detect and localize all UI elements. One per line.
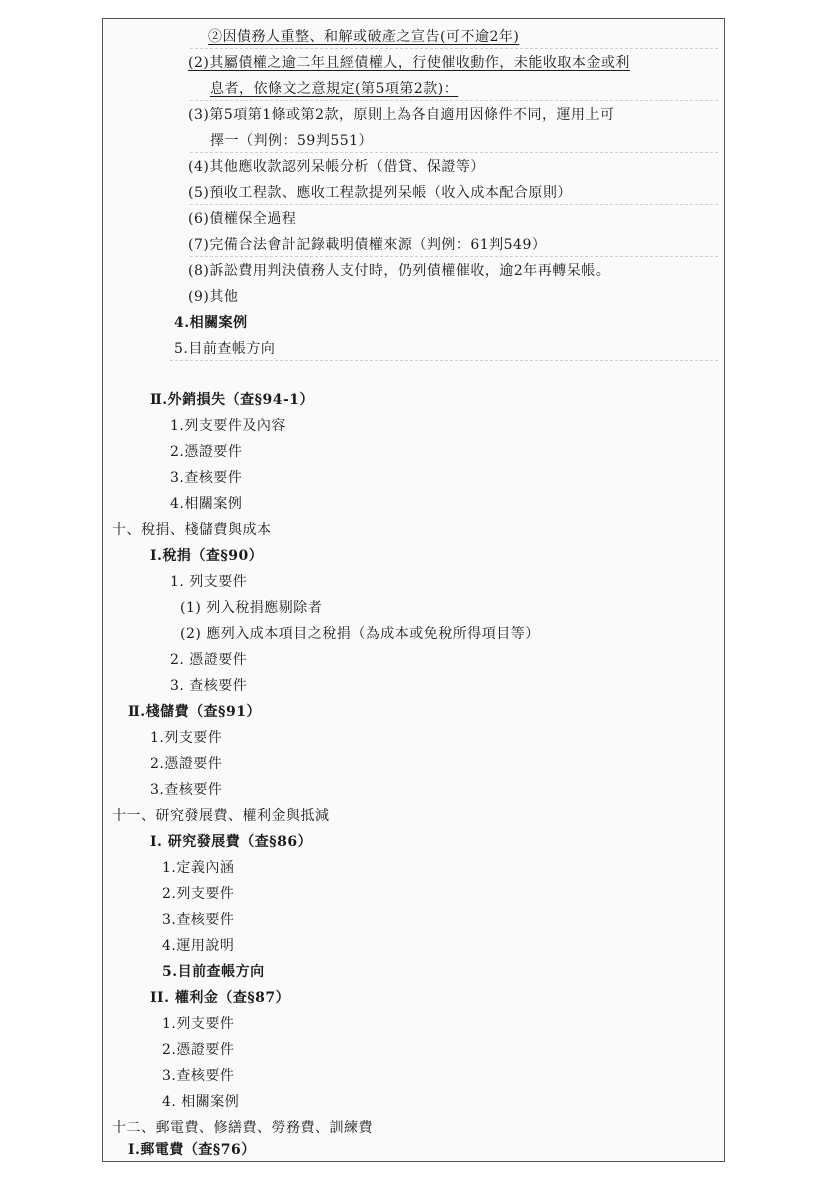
text-line: 擇一（判例：59判551）: [210, 133, 374, 149]
text-line: 4.相關案例: [170, 496, 243, 512]
text-line: 1.定義內涵: [162, 860, 235, 876]
text-line: 2. 憑證要件: [170, 652, 248, 668]
text-line: 3.查核要件: [162, 912, 235, 928]
text-line: 3.查核要件: [170, 470, 243, 486]
text-line: (6)債權保全過程: [188, 211, 297, 227]
divider: [170, 360, 718, 361]
text-line: 4.運用說明: [162, 938, 235, 954]
text-line: 2.憑證要件: [170, 444, 243, 460]
section-heading: Ⅰ.郵電費（查§76）: [128, 1142, 256, 1158]
text-line: (5)預收工程款、應收工程款提列呆帳（收入成本配合原則）: [188, 185, 572, 201]
text-line: 3. 查核要件: [170, 678, 248, 694]
text-line: (3)第5項第1條或第2款，原則上為各自適用因條件不同，運用上可: [188, 107, 615, 123]
text-line: (2)其屬債權之逾二年且經債權人，行使催收動作，未能收取本金或利: [188, 55, 630, 71]
section-heading: ΙΙ. 權利金（查§87）: [150, 990, 291, 1006]
text-line: 1.列支要件: [150, 730, 223, 746]
text-line: 2.憑證要件: [150, 756, 223, 772]
divider: [190, 48, 718, 49]
divider: [190, 256, 718, 257]
section-heading: Ⅰ. 研究發展費（查§86）: [150, 834, 313, 850]
text-line: 息者，依條文之意規定(第5項第2款)：: [210, 81, 459, 97]
text-line: 3.查核要件: [150, 782, 223, 798]
section-heading: 4.相關案例: [174, 315, 248, 331]
text-line: (9)其他: [188, 289, 239, 305]
text-line: (4)其他應收款認列呆帳分析（借貸、保證等）: [188, 159, 485, 175]
text-line: 1.列支要件: [162, 1016, 235, 1032]
divider: [190, 100, 718, 101]
text-line: (2) 應列入成本項目之稅捐（為成本或免稅所得項目等）: [180, 626, 540, 642]
text-line: 1.列支要件及內容: [170, 418, 286, 434]
text-line: 3.查核要件: [162, 1068, 235, 1084]
section-heading: Ⅱ.棧儲費（查§91）: [128, 704, 261, 720]
text-line: (7)完備合法會計記錄載明債權來源（判例：61判549）: [188, 237, 547, 253]
text-line: ②因債務人重整、和解或破產之宣告(可不逾2年): [208, 29, 520, 45]
chapter-heading: 十、稅捐、棧儲費與成本: [112, 522, 272, 538]
section-heading: Ⅱ.外銷損失（查§94-1）: [150, 392, 315, 408]
text-line: (1) 列入稅捐應剔除者: [180, 600, 323, 616]
chapter-heading: 十二、郵電費、修繕費、勞務費、訓練費: [112, 1120, 373, 1136]
text-line: (8)訴訟費用判決債務人支付時，仍列債權催收，逾2年再轉呆帳。: [188, 263, 611, 279]
chapter-heading: 十一、研究發展費、權利金與抵減: [112, 808, 330, 824]
text-line: 5.目前查帳方向: [174, 341, 276, 357]
divider: [190, 152, 718, 153]
section-heading: 5.目前查帳方向: [162, 964, 265, 980]
divider: [190, 204, 718, 205]
section-heading: Ⅰ.稅捐（查§90）: [150, 548, 264, 564]
text-line: 4. 相關案例: [162, 1094, 240, 1110]
text-line: 2.列支要件: [162, 886, 235, 902]
text-line: 1. 列支要件: [170, 574, 248, 590]
text-line: 2.憑證要件: [162, 1042, 235, 1058]
